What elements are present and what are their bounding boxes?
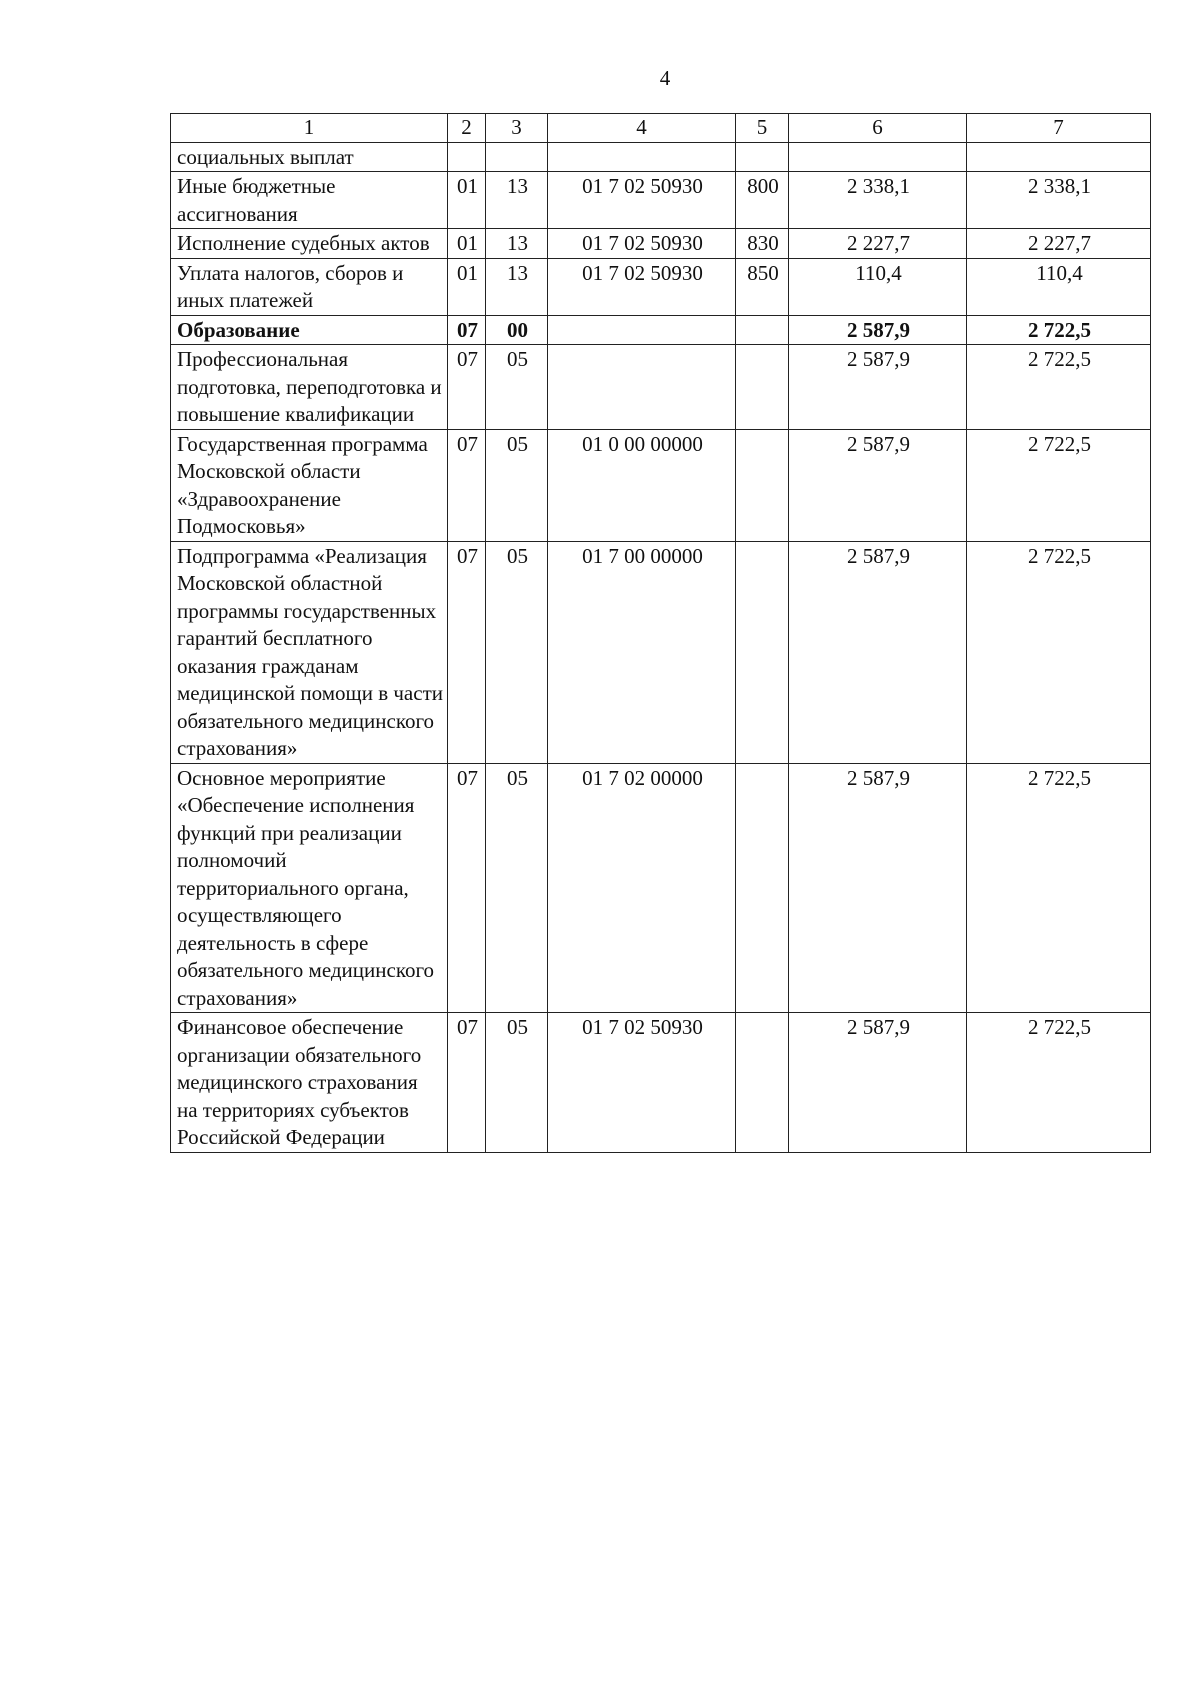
amount-year-1: 2 587,9	[789, 541, 967, 763]
column-header: 6	[789, 114, 967, 143]
amount-year-2: 2 722,5	[967, 763, 1151, 1013]
target-article-code: 01 7 02 50930	[548, 258, 736, 315]
target-article-code: 01 7 02 50930	[548, 1013, 736, 1153]
section-code: 07	[448, 763, 486, 1013]
expense-type-code	[736, 1013, 789, 1153]
amount-year-1: 2 587,9	[789, 315, 967, 345]
section-code: 07	[448, 315, 486, 345]
row-name: социальных выплат	[171, 142, 448, 172]
amount-year-1: 2 587,9	[789, 345, 967, 430]
column-header: 5	[736, 114, 789, 143]
amount-year-2	[967, 142, 1151, 172]
row-name: Подпрограмма «Реализация Московской областной программы государственных гарантий бесплатного оказания гражданам медицинской помощи в части обязательного медицинского страхования»	[171, 541, 448, 763]
table-row	[171, 763, 1151, 1013]
table-row	[171, 429, 1151, 541]
amount-year-2: 2 722,5	[967, 345, 1151, 430]
amount-year-2: 2 227,7	[967, 229, 1151, 259]
expense-type-code	[736, 541, 789, 763]
page-number: 4	[659, 66, 671, 90]
amount-year-1: 2 587,9	[789, 763, 967, 1013]
table-row	[171, 172, 1151, 229]
target-article-code: 01 7 02 00000	[548, 763, 736, 1013]
target-article-code	[548, 345, 736, 430]
amount-year-2: 2 722,5	[967, 315, 1151, 345]
section-code: 07	[448, 1013, 486, 1153]
table-row	[171, 345, 1151, 430]
table-row	[171, 315, 1151, 345]
amount-year-2: 110,4	[967, 258, 1151, 315]
section-code: 01	[448, 229, 486, 259]
target-article-code: 01 7 02 50930	[548, 229, 736, 259]
target-article-code: 01 0 00 00000	[548, 429, 736, 541]
table-row	[171, 258, 1151, 315]
expense-type-code: 800	[736, 172, 789, 229]
subsection-code: 00	[486, 315, 548, 345]
amount-year-2: 2 722,5	[967, 1013, 1151, 1153]
row-name: Образование	[171, 315, 448, 345]
section-code: 01	[448, 172, 486, 229]
column-header: 2	[448, 114, 486, 143]
section-code: 07	[448, 429, 486, 541]
column-header: 4	[548, 114, 736, 143]
subsection-code	[486, 142, 548, 172]
target-article-code	[548, 142, 736, 172]
target-article-code: 01 7 02 50930	[548, 172, 736, 229]
column-header: 3	[486, 114, 548, 143]
subsection-code: 05	[486, 429, 548, 541]
amount-year-1: 2 338,1	[789, 172, 967, 229]
table-row	[171, 1013, 1151, 1153]
subsection-code: 13	[486, 229, 548, 259]
expense-type-code	[736, 429, 789, 541]
row-name: Государственная программа Московской области «Здравоохранение Подмосковья»	[171, 429, 448, 541]
amount-year-2: 2 722,5	[967, 429, 1151, 541]
table-row	[171, 229, 1151, 259]
expense-type-code	[736, 763, 789, 1013]
expense-type-code	[736, 142, 789, 172]
subsection-code: 05	[486, 1013, 548, 1153]
column-header: 1	[171, 114, 448, 143]
row-name: Основное мероприятие «Обеспечение исполнения функций при реализации полномочий территориального органа, осуществляющего деятельность в сфере обязательного медицинского страхования»	[171, 763, 448, 1013]
amount-year-1	[789, 142, 967, 172]
row-name: Финансовое обеспечение организации обязательного медицинского страхования на территориях субъектов Российской Федерации	[171, 1013, 448, 1153]
target-article-code: 01 7 00 00000	[548, 541, 736, 763]
table-row	[171, 541, 1151, 763]
amount-year-1: 2 587,9	[789, 1013, 967, 1153]
expense-type-code: 850	[736, 258, 789, 315]
amount-year-1: 2 587,9	[789, 429, 967, 541]
row-name: Профессиональная подготовка, переподготовка и повышение квалификации	[171, 345, 448, 430]
amount-year-2: 2 722,5	[967, 541, 1151, 763]
subsection-code: 05	[486, 763, 548, 1013]
expense-type-code	[736, 315, 789, 345]
amount-year-1: 110,4	[789, 258, 967, 315]
subsection-code: 13	[486, 172, 548, 229]
subsection-code: 05	[486, 541, 548, 763]
subsection-code: 05	[486, 345, 548, 430]
subsection-code: 13	[486, 258, 548, 315]
row-name: Иные бюджетные ассигнования	[171, 172, 448, 229]
target-article-code	[548, 315, 736, 345]
header-row	[171, 114, 1151, 143]
amount-year-1: 2 227,7	[789, 229, 967, 259]
section-code: 07	[448, 541, 486, 763]
section-code: 01	[448, 258, 486, 315]
row-name: Исполнение судебных актов	[171, 229, 448, 259]
expense-type-code: 830	[736, 229, 789, 259]
column-header: 7	[967, 114, 1151, 143]
section-code: 07	[448, 345, 486, 430]
amount-year-2: 2 338,1	[967, 172, 1151, 229]
section-code	[448, 142, 486, 172]
row-name: Уплата налогов, сборов и иных платежей	[171, 258, 448, 315]
table-row	[171, 142, 1151, 172]
budget-table	[170, 113, 1151, 1153]
expense-type-code	[736, 345, 789, 430]
